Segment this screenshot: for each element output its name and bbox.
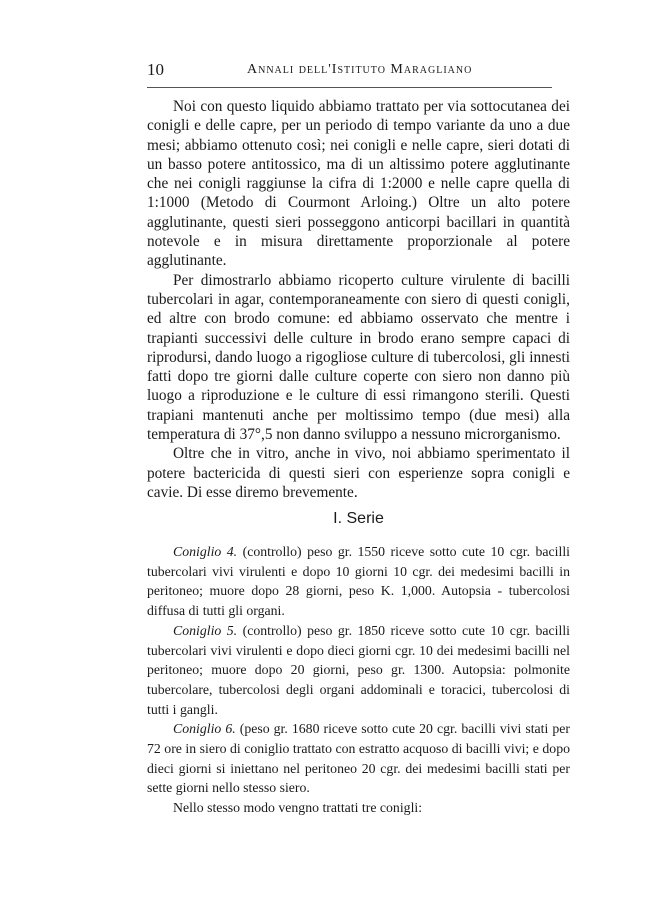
experiment-text: (controllo) peso gr. 1850 riceve sotto cute 10 cgr. bacilli tubercolari vivi virulenti e dopo dieci giorni cgr. 10 dei medesimi bacilli nel peritoneo; muore dopo 20 giorni, peso gr. 1300. Autopsia: polmonite tubercolare, tubercolosi degli organi addominali e toracici, tubercolosi di tutti i gangli. bbox=[147, 622, 570, 717]
experiment-lead: Coniglio 4. bbox=[173, 544, 238, 559]
header-rule bbox=[147, 87, 552, 88]
experiment-list bbox=[147, 542, 570, 818]
paragraph: Noi con questo liquido abbiamo trattato per via sottocutanea dei conigli e delle capre, per un periodo di tempo variante da uno a due mesi; abbiamo ottenuto così; nei conigli e nelle capre, sieri dotati di un basso potere antitossico, ma di un altissimo potere agglutinante che nei conigli raggiunse la cifra di 1:2000 e nelle capre quella di 1:1000 (Metodo di Courmont Arloing.) Oltre un alto potere agglutinante, questi sieri posseggono anticorpi bacillari in quantità notevole e in misura direttamente proporzionale al potere agglutinante. bbox=[147, 98, 570, 270]
experiment-text: (controllo) peso gr. 1550 riceve sotto cute 10 cgr. bacilli tubercolari vivi virulenti e dopo 10 giorni 10 cgr. dei medesimi bacilli in peritoneo; muore dopo 28 giorni, peso K. 1,000. Autopsia - tubercolosi diffusa di tutti gli organi. bbox=[147, 544, 570, 619]
closing-line: Nello stesso modo vengno trattati tre conigli: bbox=[173, 800, 423, 816]
section-title: I. Serie bbox=[333, 510, 384, 527]
page-number: 10 bbox=[147, 60, 164, 79]
experiment-entry bbox=[147, 542, 570, 621]
experiment-text: (peso gr. 1680 riceve sotto cute 20 cgr. bacilli vivi stati per 72 ore in siero di coniglio trattato con estratto acquoso di bacilli vivi; e dopo dieci giorni si iniettano nel peritoneo 20 cgr. dei medesimi bacilli stati per sette giorni nello stesso siero. bbox=[147, 721, 570, 796]
paragraph: Per dimostrarlo abbiamo ricoperto culture virulente di bacilli tubercolari in agar, contemporaneamente con siero di questi conigli, ed altre con brodo comune: ed abbiamo osservato che mentre i trapianti successivi delle culture in brodo erano sempre capaci di riprodursi, dando luogo a rigogliose culture di tubercolosi, gli innesti fatti dopo tre giorni dalle culture coperte con siero non danno più luogo a riproduzione e le culture di essi rimangono sterili. Questi trapiani mantenuti anche per moltissimo tempo (due mesi) alla temperatura di 37°,5 non danno sviluppo a nessuno microrganismo. bbox=[147, 271, 570, 444]
experiment-entry bbox=[147, 621, 570, 720]
experiment-lead: Coniglio 5. bbox=[173, 622, 238, 638]
body-text bbox=[147, 97, 570, 502]
paragraph: Oltre che in vitro, anche in vivo, noi abbiamo sperimentato il potere bactericida di questi sieri con esperienze sopra conigli e cavie. Di esse diremo brevemente. bbox=[147, 445, 570, 501]
page-header bbox=[147, 58, 552, 80]
experiment-entry bbox=[147, 719, 570, 798]
experiment-lead: Coniglio 6. bbox=[173, 721, 236, 737]
running-head: Annali dell'Istituto Maragliano bbox=[247, 62, 473, 77]
